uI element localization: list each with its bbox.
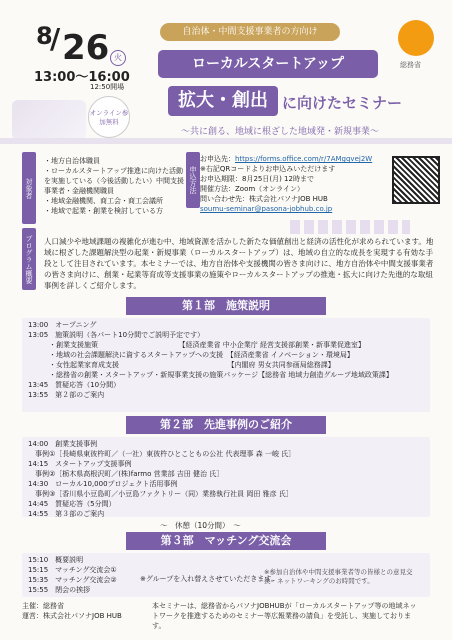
part2-heading: 第２部 先進事例のご紹介	[126, 416, 326, 434]
ministry-name: 総務省	[400, 61, 421, 69]
schedule-row: 事例③［香川県小豆島町／小豆島ファクトリー（同）業務執行社員 岡田 雅彦 氏］	[28, 490, 293, 498]
schedule-row: 13:05 施策説明（各パート10分間でご説明予定です）	[28, 331, 205, 339]
target-item: ・地域で起業・創業を検討している方	[44, 207, 163, 215]
venue-info: 開催方法：Zoom（オンライン）	[200, 185, 304, 193]
contact-email-link[interactable]: soumu-seminar@pasona-jobhub.co.jp	[200, 205, 333, 213]
title-line2-highlight: 拡大・創出	[168, 86, 278, 116]
schedule-row: 13:00 オープニング	[28, 321, 97, 329]
title-line1: ローカルスタートアップ	[158, 50, 378, 78]
header-divider	[0, 138, 452, 144]
schedule-row: ・地域の社会課題解決に資するスタートアップへの支援 【経済産業省 イノベーション・環境局】	[28, 351, 354, 359]
ministry-logo-icon	[398, 20, 434, 56]
event-time: 13:00～16:00	[34, 70, 130, 85]
qr-code-icon[interactable]	[392, 156, 440, 204]
schedule-row: 15:55 閉会の挨拶	[28, 586, 91, 594]
apply-deadline: お申込期限：8月25日(月) 12時まで	[200, 175, 314, 183]
open-time: 12:50開場	[90, 83, 125, 91]
apply-tab: 申込方法	[186, 152, 200, 208]
schedule-row: 15:35 マッチング交流会②	[28, 576, 117, 584]
apply-info	[200, 154, 380, 214]
apply-url-link[interactable]: https://forms.office.com/r/7AMgqvej2W	[235, 155, 373, 163]
weekday-badge: 火	[110, 50, 126, 66]
footer-notice: 本セミナーは、総務省からパソナJOBHUBが「ローカルスタートアップ等の地域ネットワークを推進するためのセミナー等広報業務の請負」を受託し、実施しております。	[152, 602, 417, 630]
schedule-row: 14:55 第３部のご案内	[28, 510, 105, 518]
schedule-row: 13:55 第２部のご案内	[28, 391, 105, 399]
schedule-row: ・創業支援施策 【経済産業省 中小企業庁 経営支援部創業・新事業促進室】	[28, 341, 365, 349]
program-overview-text: 人口減少や地域課題の複雑化が進む中、地域資源を活かした新たな価値創出と経済の活性化が求められています。地域に根ざした課題解決型の起業・新規事業（ローカルスタートアップ）は、地域の自立的な成長を実現する有効な手段として注目されています。本セミナーでは、地方自治体や支援機関の皆さま向けに、地方自治体や中間支援事業者の皆さま向けに、創業・起業等育成等支援事業の施策やローカルスタートアップの推進・拡大に向けた先進的な取組事例を詳しくご紹介します。	[44, 237, 434, 290]
group-change-note: ※グループを入れ替えさせていただきます。	[140, 575, 278, 583]
schedule-row: 14:15 スタートアップ支援事例	[28, 460, 132, 468]
schedule-row: 事例①［長崎県東彼杵町／（一社）東彼杵ひとこともの公社 代表理事 森 一峻 氏］	[28, 450, 296, 458]
footer-host: 主催：総務省	[22, 602, 64, 610]
title-line2-rest: に向けたセミナー	[282, 94, 403, 112]
participant-note: ※参加自治体や中間支援事業者等の皆様との意見交換・ネットワーキングのお時間です。	[264, 568, 413, 585]
schedule-row: ・総務省の創業・スタートアップ・新規事業支援の施策パッケージ【総務省 地域力創造グループ地域政策課】	[28, 371, 393, 379]
footer-operator: 運営：株式会社パソナJOB HUB	[22, 612, 122, 620]
schedule-row: 14:00 創業支援事例	[28, 440, 98, 448]
contact-label: 問い合わせ先：株式会社パソナJOB HUB	[200, 195, 328, 203]
target-list	[44, 156, 184, 216]
schedule-row: 13:45 質疑応答（10分間）	[28, 381, 121, 389]
program-tab: プログラム概要	[22, 228, 36, 290]
online-free-badge	[88, 96, 130, 138]
schedule-row: 14:45 質疑応答（5分間）	[28, 500, 116, 508]
schedule-row: 15:10 概要説明	[28, 556, 84, 564]
people-illustration	[290, 220, 410, 234]
target-item: ・地方自治体職員	[44, 157, 100, 165]
date-slash: /	[50, 22, 61, 55]
target-item: ・地域金融機関、商工会・商工会議所	[44, 197, 163, 205]
qr-note: ※右記QRコードよりお申込みいただけます	[200, 165, 336, 173]
target-item: ・ローカルスタートアップ推進に向けた活動を実施している（今後活動したい）中間支援事業者・金融機関職員	[44, 167, 184, 195]
part1-schedule	[22, 318, 430, 412]
schedule-row: ・女性起業家育成支援 【内閣府 男女共同参画局総務課】	[28, 361, 335, 369]
apply-url-label: お申込先：	[200, 155, 235, 163]
target-tab: 対象者	[22, 152, 36, 224]
part3-heading: 第３部 マッチング交流会	[126, 532, 326, 550]
date-month: 8	[36, 22, 53, 50]
part1-heading: 第１部 施策説明	[126, 297, 326, 315]
schedule-row: 事例②［栃木県高根沢町／(株)farmo 営業部 吉田 健治 氏］	[28, 470, 224, 478]
schedule-row: 15:15 マッチング交流会①	[28, 566, 117, 574]
break-notice: ～ 休憩（10分間） ～	[160, 521, 241, 530]
target-audience-pill: 自治体・中間支援事業者の方向け	[160, 23, 340, 41]
part2-schedule	[22, 437, 430, 517]
online-free-label: オンライン参加無料	[89, 109, 129, 126]
schedule-row: 14:30 ローカル10,000プロジェクト活用事例	[28, 480, 178, 488]
subtitle: ～共に創る、地域に根ざした地域発・新規事業～	[180, 127, 379, 137]
handshake-illustration	[12, 100, 86, 140]
date-day: 26	[62, 28, 110, 68]
footer	[22, 601, 430, 631]
